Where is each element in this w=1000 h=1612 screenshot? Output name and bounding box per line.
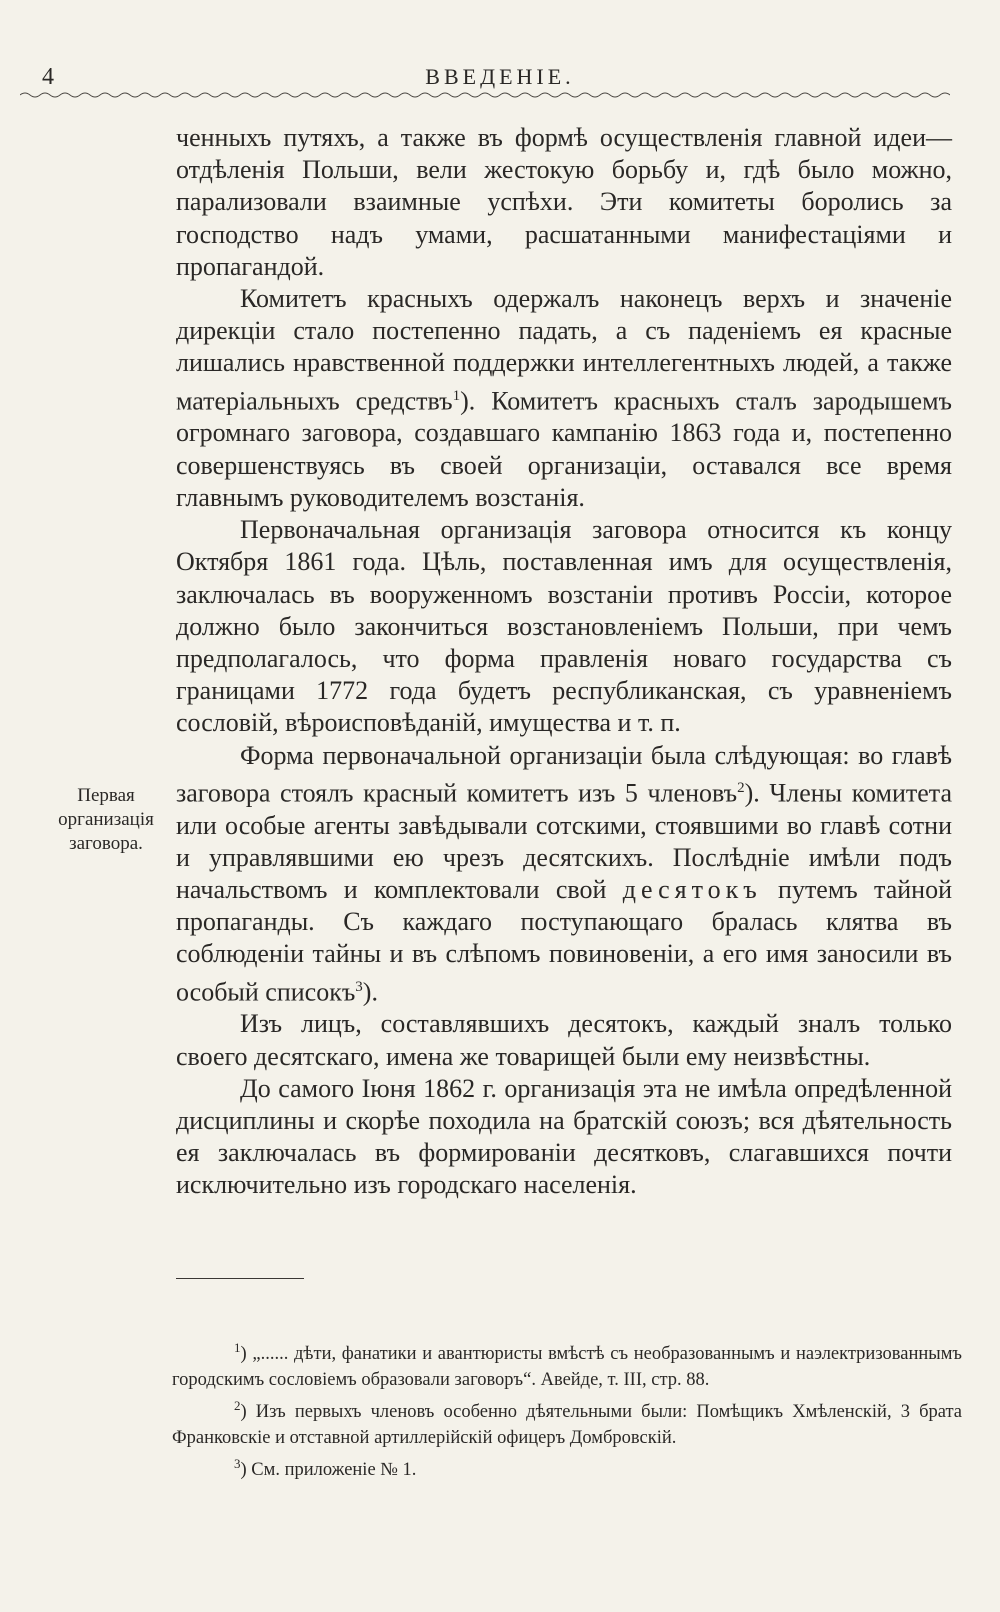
running-title: ВВЕДЕНІЕ. [425, 64, 575, 89]
paragraph-4-text-c: путемъ тайной пропаганды. Съ каждаго поступающаго бралась клятва въ соблюденіи тайны и въ слѣпомъ повиновеніи, а его имя заносили въ особый списокъ [176, 874, 952, 1007]
wavy-rule [20, 90, 950, 100]
paragraph-4 [176, 740, 952, 1009]
margin-note-line: Первая [77, 785, 135, 806]
footnote-text: ) „...... дѣти, фанатики и авантюристы вмѣстѣ съ необразованнымъ и наэлектризованнымъ городскимъ сословіемъ образовали заговоръ“. Авейде, т. III, стр. 88. [172, 1344, 962, 1391]
paragraph-3: Первоначальная организація заговора относится къ концу Октября 1861 года. Цѣль, поставленная имъ для осуществленія, заключалась въ вооруженномъ возстаніи противъ Россіи, которое должно было закончиться возстановленіемъ Польши, при чемъ предполагалось, что форма правленія новаго государства съ границами 1772 года будетъ республиканская, съ уравненіемъ сословій, вѣроисповѣданій, имущества и т. п. [176, 515, 952, 738]
footnote-number: 2 [234, 1398, 241, 1414]
footnote-ref-3: 3 [355, 978, 363, 995]
footnote-2 [172, 1393, 962, 1451]
footnote-ref-1: 1 [452, 387, 461, 404]
paragraph-1: ченныхъ путяхъ, а также въ формѣ осуществленія главной идеи—отдѣленія Польши, вели жестокую борьбу и, гдѣ было можно, парализовали взаимные успѣхи. Эти комитеты боролись за господство надъ умами, расшатанными манифестаціями и пропагандой. [176, 123, 952, 281]
margin-note [44, 784, 168, 856]
paragraph-4-text-d: ). [362, 977, 378, 1007]
footnote-number: 1 [234, 1340, 241, 1355]
footnote-3 [172, 1451, 962, 1483]
paragraph-4-text-b: ). Члены комитета или особые агенты завѣдывали сотскими, стоявшими во главѣ сотни и управлявшими ею чрезъ десятскихъ. Послѣдніе имѣли подъ начальствомъ и комплектовали свой [176, 778, 953, 904]
paragraph-5: Изъ лицъ, составлявшихъ десятокъ, каждый зналъ только своего десятскаго, имена же товарищей были ему неизвѣстны. [176, 1009, 952, 1071]
paragraph-2-text-b: ). Комитетъ красныхъ сталъ зародышемъ огромнаго заговора, создавшаго кампанію 1863 года и, постепенно совершенствуясь въ своей организаціи, оставался все время главнымъ руководителемъ возстанія. [176, 386, 952, 512]
paragraph-2 [176, 283, 952, 514]
footnote-1 [172, 1335, 962, 1393]
paragraph-4-text-a: Форма первоначальной организаціи была слѣдующая: во главѣ заговора стоялъ красный комитетъ изъ 5 членовъ [176, 740, 952, 808]
footnote-number: 3 [234, 1456, 241, 1472]
main-text [176, 122, 952, 1202]
margin-note-line: заговора. [69, 833, 143, 854]
footnote-divider [176, 1278, 304, 1279]
paragraph-6: До самого Іюня 1862 г. организація эта не имѣла опредѣленной дисциплины и скорѣе походила на братскій союзъ; вся дѣятельность ея заключалась въ формированіи десятковъ, слагавшихся почти исключительно изъ городскаго населенія. [176, 1073, 952, 1200]
spaced-word: десятокъ [622, 874, 762, 904]
margin-note-line: организація [58, 809, 154, 830]
footnote-text: ) Изъ первыхъ членовъ особенно дѣятельными были: Помѣщикъ Хмѣленскій, 3 брата Франковскіе и отставной артиллерійскій офицеръ Домбровскій. [172, 1402, 962, 1449]
footnotes [172, 1335, 962, 1483]
footnote-ref-2: 2 [737, 779, 745, 796]
page-number: 4 [42, 64, 54, 90]
footnote-text: ) См. приложеніе № 1. [240, 1460, 417, 1481]
paragraph-2-text-a: Комитетъ красныхъ одержалъ наконецъ верхъ и значеніе дирекціи стало постепенно падать, а съ паденіемъ ея красные лишались нравственной поддержки интеллегентныхъ людей, а также матеріальныхъ средствъ [176, 284, 952, 416]
